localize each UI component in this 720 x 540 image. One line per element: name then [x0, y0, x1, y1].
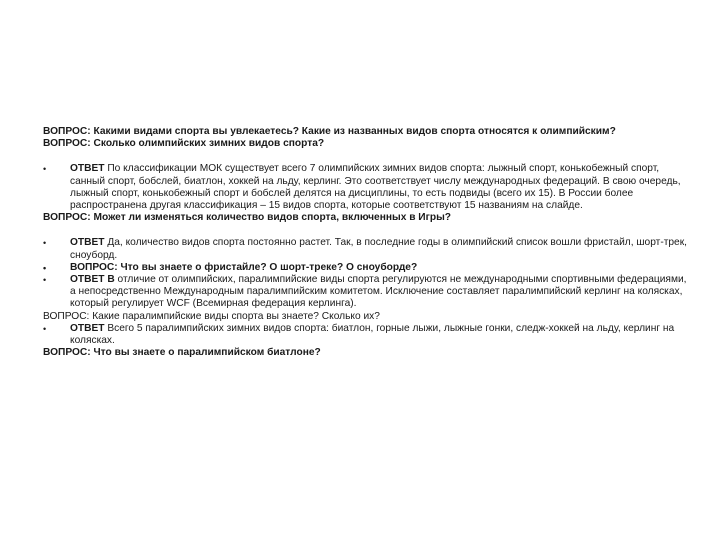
question-paralympic-biathlon: ВОПРОС: Что вы знаете о паралимпийском биатлоне? — [43, 347, 321, 359]
question-sports-change: ВОПРОС: Может ли изменяться количество видов спорта, включенных в Игры? — [43, 212, 452, 224]
question-text: ВОПРОС: Что вы знаете о фристайле? О шорт-треке? О сноуборде? — [70, 261, 418, 273]
bullet-icon: • — [43, 164, 47, 175]
answer-text: Да, количество видов спорта постоянно растет. Так, в последние годы в олимпийский список вошли фристайл, шорт-трек, сноуборд. — [70, 237, 687, 261]
answer-text: отличие от олимпийских, паралимпийские виды спорта регулируются не международными спортивными федерациями, а непосредственно Международным паралимпийским комитетом. Исключение составляет паралимпийский керлинг на колясках, который регулирует WCF (Всемирная федерация керлинга). — [70, 274, 687, 310]
answer-text: Всего 5 паралимпийских зимних видов спорта: биатлон, горные лыжи, лыжные гонки, следж-хоккей на льду, керлинг на колясках. — [70, 322, 675, 347]
answer-label: ОТВЕТ — [70, 163, 105, 175]
answer-label: ОТВЕТ — [70, 322, 105, 334]
bullet-icon: • — [43, 323, 47, 334]
answer-paralympic-sports — [43, 323, 688, 347]
answer-sports-growth — [43, 237, 688, 261]
question-paralympic-sports: ВОПРОС: Какие паралимпийские виды спорта вы знаете? Сколько их? — [43, 310, 380, 322]
answer-paralympic-regulation — [43, 274, 688, 311]
bullet-icon: • — [43, 238, 47, 249]
answer-text: По классификации МОК существует всего 7 олимпийских зимних видов спорта: лыжный спорт, конькобежный спорт, санный спорт, бобслей, биатлон, хоккей на льду, керлинг. Это соответствует числу международных федераций. В свою очередь, лыжный спорт, конькобежный спорт и бобслей делятся на дисциплины, то есть подвиды (всего их 15). В России более распространена другая классификация – 15 видов спорта, которые соответствуют 15 названиям на слайде. — [70, 163, 681, 212]
answer-label: ОТВЕТ В — [70, 274, 115, 286]
bullet-icon: • — [43, 262, 47, 273]
bullet-icon: • — [43, 275, 47, 286]
answer-label: ОТВЕТ — [70, 237, 105, 249]
question-winter-sports-count: ВОПРОС: Сколько олимпийских зимних видов спорта? — [43, 138, 325, 150]
slide-content — [43, 126, 688, 359]
question-sports-hobbies: ВОПРОС: Какими видами спорта вы увлекаетесь? Какие из названных видов спорта относятся к олимпийским? — [43, 126, 616, 137]
answer-winter-sports — [43, 163, 688, 212]
question-freestyle — [43, 262, 688, 274]
